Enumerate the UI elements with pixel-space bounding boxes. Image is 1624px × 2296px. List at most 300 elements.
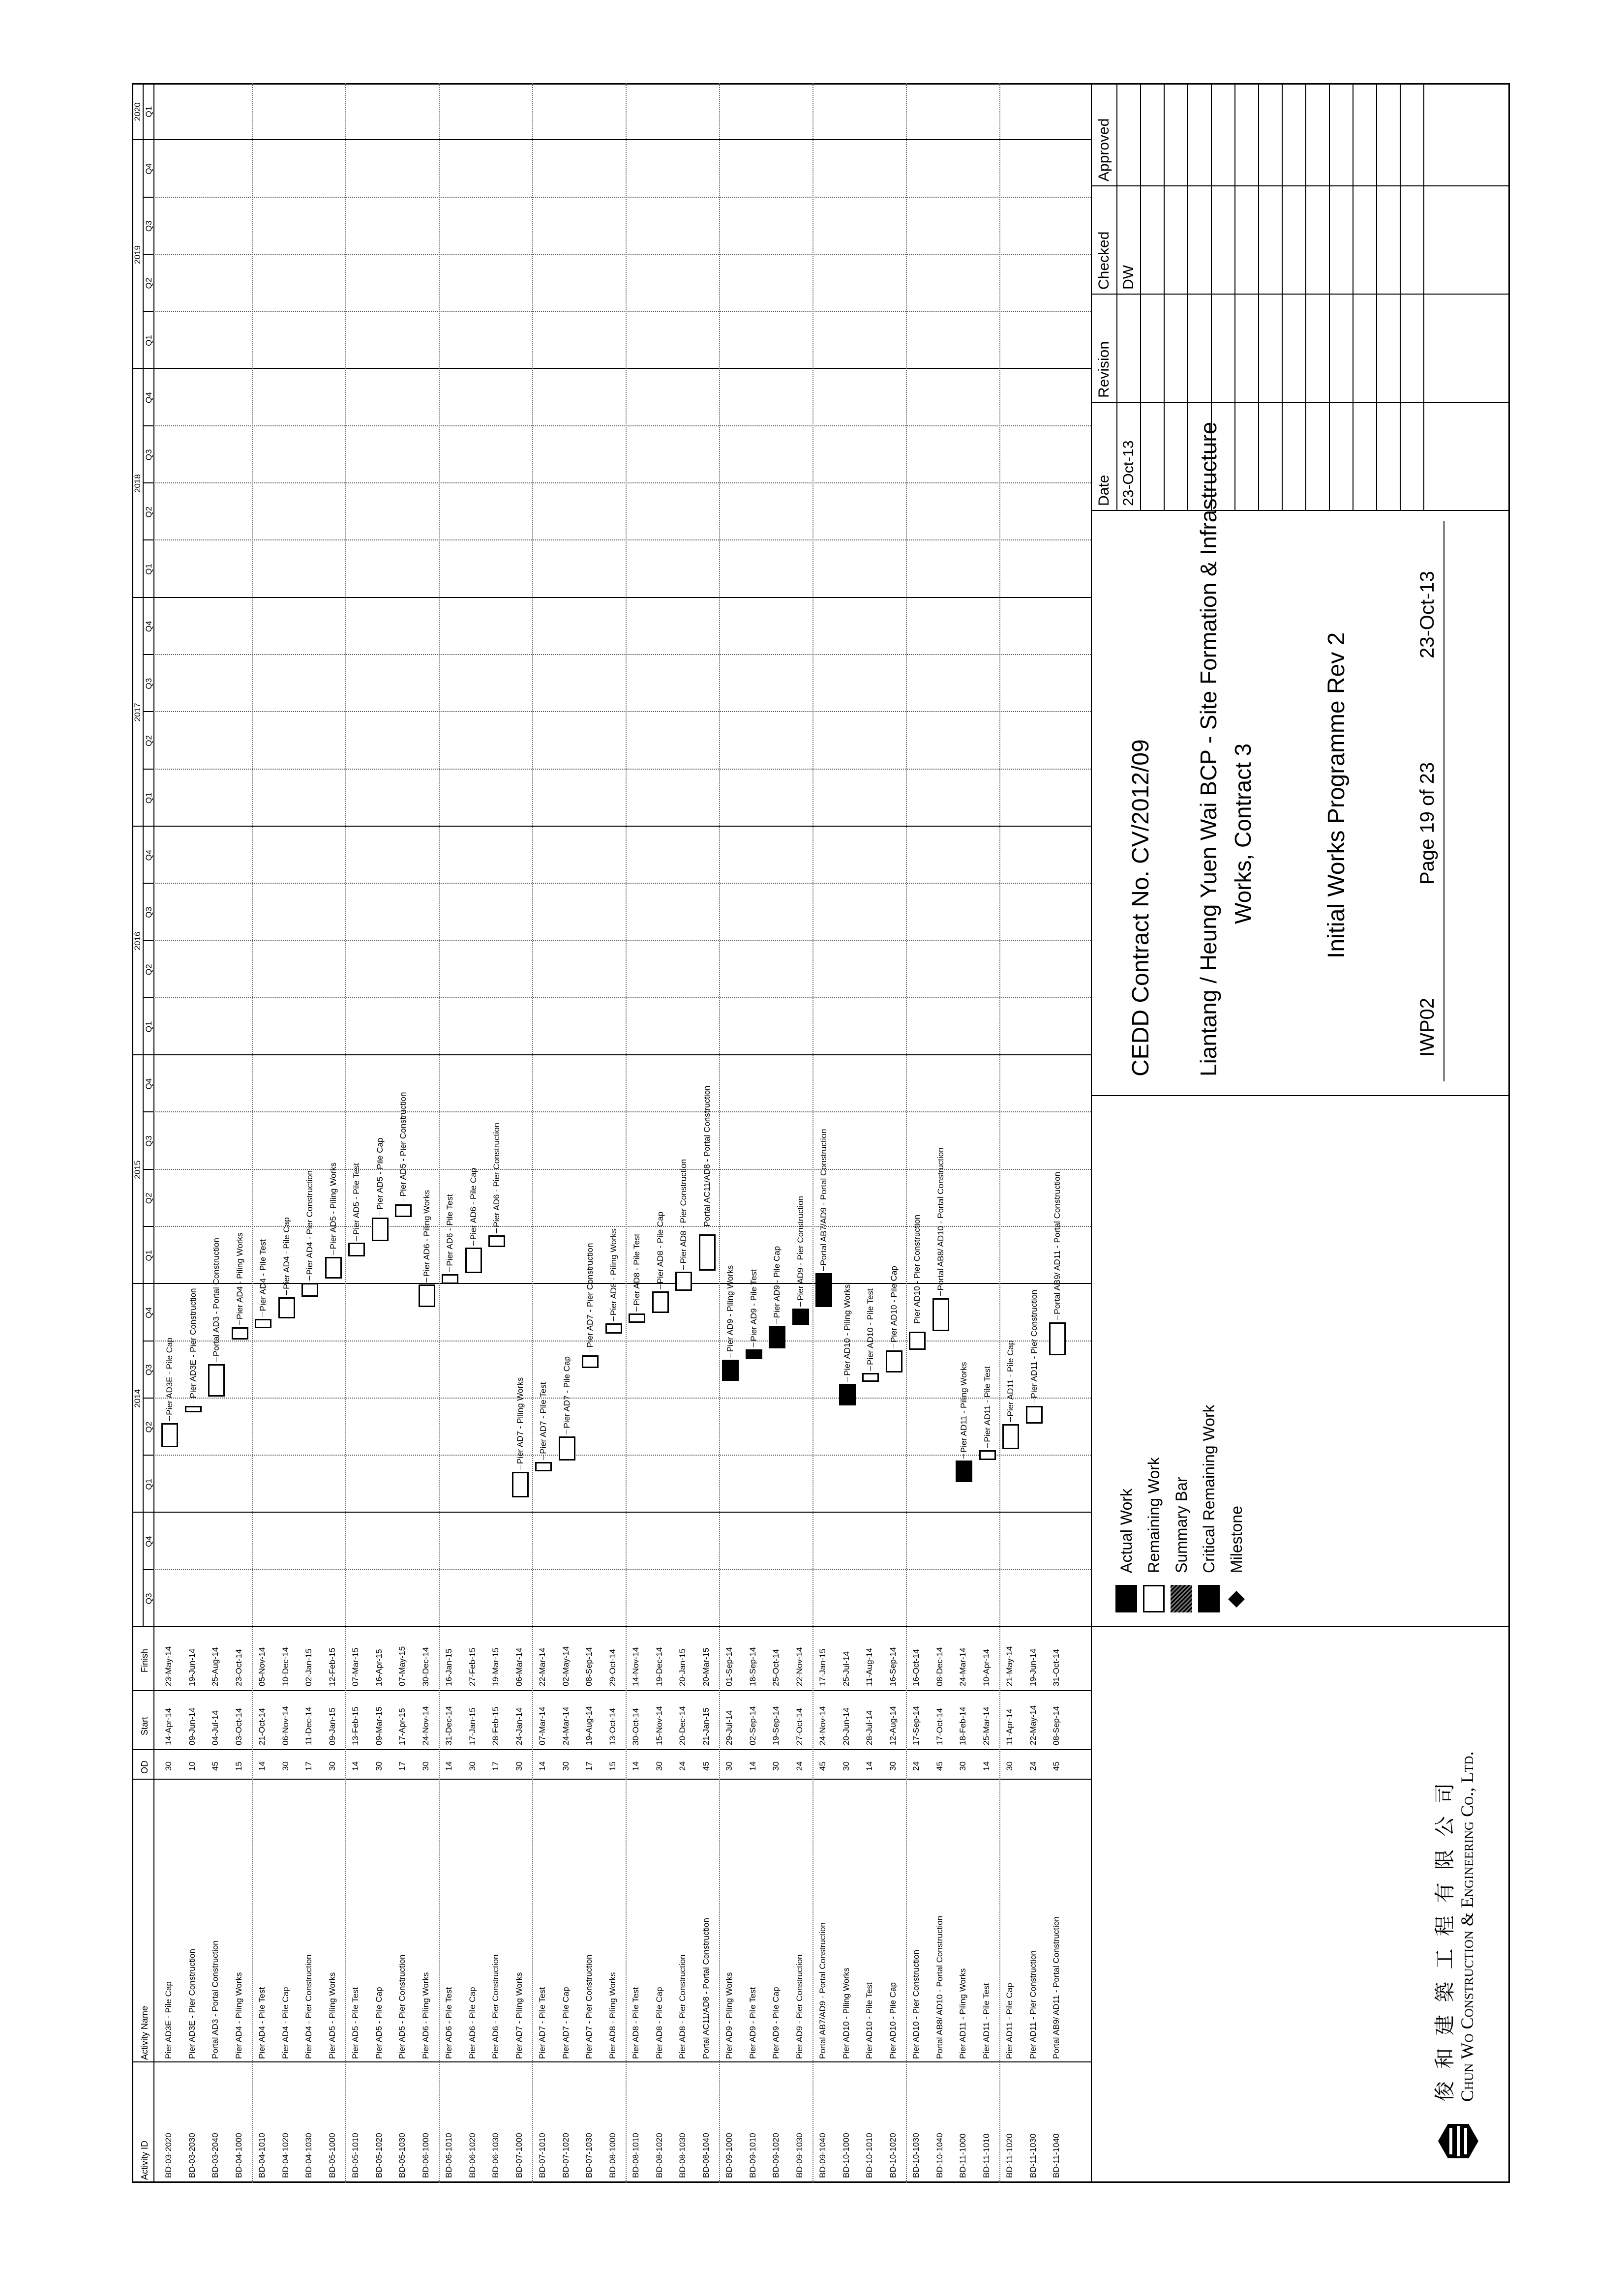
activity-name: Pier AD5 - Pile Cap	[374, 1987, 384, 2059]
project-title-line1: Liantang / Heung Yuen Wai BCP - Site Formation & Infrastructure	[1196, 421, 1221, 1076]
year-tick	[132, 826, 143, 827]
legend-swatch-summary	[1171, 1585, 1192, 1612]
year-gridline	[153, 1054, 1091, 1055]
activity-id: BD-03-2040	[211, 2133, 220, 2178]
activity-id: BD-09-1000	[724, 2133, 734, 2178]
quarter-label: Q3	[144, 1593, 153, 1605]
gantt-bar	[1026, 1406, 1043, 1424]
activity-finish: 31-Oct-14	[1052, 1649, 1061, 1686]
gantt-bar-label: Pier AD3E - Pile Cap	[165, 1338, 174, 1415]
project-title-line2: Works, Contract 3	[1230, 743, 1256, 924]
activity-name: Pier AD8 - Piling Works	[607, 1972, 617, 2059]
activity-finish: 19-Jun-14	[1028, 1648, 1038, 1686]
activity-finish: 22-Nov-14	[794, 1647, 804, 1686]
activity-od: 24	[794, 1761, 804, 1771]
quarter-label: Q1	[144, 106, 153, 118]
gantt-bar-label: Pier AD9 - Piling Works	[725, 1265, 735, 1352]
activity-od: 17	[397, 1761, 407, 1771]
activity-name: Pier AD8 - Pier Construction	[678, 1954, 687, 2059]
quarter-tick	[143, 883, 153, 884]
quarter-tick	[143, 1569, 153, 1570]
activity-finish: 19-Dec-14	[654, 1647, 664, 1686]
activity-od: 30	[280, 1761, 290, 1771]
drawing-ref: IWP02	[1416, 997, 1438, 1057]
activity-finish: 10-Apr-14	[981, 1649, 991, 1686]
activity-id: BD-05-1000	[327, 2133, 337, 2178]
quarter-label: Q1	[144, 1250, 153, 1261]
quarter-label: Q2	[144, 1421, 153, 1433]
activity-od: 45	[934, 1761, 944, 1771]
activity-name: Portal AB8/ AD10 - Portal Construction	[934, 1915, 944, 2059]
activity-finish: 23-May-14	[164, 1646, 173, 1686]
activity-name: Pier AD4 - Pier Construction	[304, 1954, 313, 2059]
quarter-gridline	[153, 1341, 1091, 1342]
activity-name: Pier AD9 - Pile Test	[748, 1987, 757, 2059]
activity-id: BD-07-1020	[561, 2133, 571, 2178]
company-name-english: Chun Wo Construction & Engineering Co., Ltd.	[1457, 1751, 1477, 2102]
activity-od: 45	[701, 1761, 711, 1771]
gantt-bar	[559, 1436, 575, 1461]
gantt-bar-label: Pier AD8 - Pile Test	[632, 1233, 641, 1306]
activity-od: 45	[818, 1761, 827, 1771]
gantt-bar	[372, 1218, 389, 1241]
gantt-bar-label: Pier AD10 - Piling Works	[842, 1284, 852, 1376]
gantt-bar	[301, 1283, 318, 1297]
quarter-tick	[143, 139, 153, 140]
gantt-bar-label: Pier AD7 - Piling Works	[515, 1377, 525, 1464]
activity-name: Portal AC11/AD8 - Portal Construction	[701, 1918, 711, 2059]
activity-od: 30	[327, 1761, 337, 1771]
header-finish: Finish	[140, 1648, 150, 1672]
row-separator	[439, 83, 440, 2183]
activity-start: 17-Oct-14	[934, 1708, 944, 1745]
gantt-bar-label: Pier AD5 - Pile Cap	[375, 1137, 385, 1210]
activity-id: BD-07-1030	[584, 2133, 594, 2178]
activity-start: 27-Oct-14	[794, 1708, 804, 1745]
gantt-bar	[699, 1234, 716, 1271]
rev-row-line	[1234, 83, 1235, 511]
activity-start: 21-Jan-15	[701, 1707, 711, 1745]
activity-id: BD-03-2020	[164, 2133, 173, 2178]
gantt-bar	[769, 1326, 785, 1348]
activity-od: 14	[538, 1761, 547, 1771]
activity-od: 24	[678, 1761, 687, 1771]
activity-od: 14	[631, 1761, 640, 1771]
quarter-label: Q2	[144, 1193, 153, 1204]
gantt-bar-label: Pier AD11 - Pier Construction	[1029, 1289, 1039, 1399]
activity-od: 30	[374, 1761, 384, 1771]
activity-finish: 08-Dec-14	[934, 1647, 944, 1686]
row-separator	[999, 83, 1000, 2183]
rev-row-line	[1211, 83, 1212, 511]
activity-start: 28-Feb-15	[491, 1706, 500, 1745]
quarter-gridline	[153, 1569, 1091, 1570]
gantt-bar	[675, 1272, 692, 1291]
gantt-bar-label: Pier AD7 - Pile Cap	[562, 1356, 571, 1429]
quarter-tick	[143, 1283, 153, 1284]
activity-start: 22-May-14	[1028, 1705, 1038, 1745]
activity-od: 10	[187, 1761, 197, 1771]
activity-id: BD-06-1000	[421, 2133, 430, 2178]
gantt-bar	[325, 1257, 342, 1278]
activity-id: BD-08-1040	[701, 2133, 711, 2178]
activity-finish: 01-Sep-14	[724, 1647, 734, 1686]
activity-od: 14	[351, 1761, 360, 1771]
quarter-label: Q3	[144, 449, 153, 461]
activity-start: 07-Mar-14	[538, 1706, 547, 1745]
gantt-bar-label: Portal AC11/AD8 - Portal Construction	[702, 1085, 712, 1227]
activity-finish: 23-Oct-14	[234, 1649, 243, 1686]
activity-od: 45	[211, 1761, 220, 1771]
activity-id: BD-04-1000	[234, 2133, 243, 2178]
gantt-bar-label: Pier AD5 - Pile Test	[352, 1163, 361, 1235]
activity-id: BD-10-1020	[888, 2133, 898, 2178]
activity-finish: 17-Jan-15	[818, 1648, 827, 1686]
rev-row-line	[1140, 83, 1141, 511]
activity-name: Pier AD7 - Pier Construction	[584, 1954, 594, 2059]
year-gridline	[153, 597, 1091, 598]
rev-col-line	[1091, 402, 1510, 403]
activity-finish: 16-Apr-15	[374, 1649, 384, 1686]
bottom-divider-1	[1091, 1626, 1510, 1627]
quarter-label: Q1	[144, 1021, 153, 1033]
activity-od: 30	[514, 1761, 524, 1771]
activity-start: 20-Jun-14	[841, 1707, 851, 1745]
year-tick	[132, 1512, 143, 1513]
activity-od: 17	[584, 1761, 594, 1771]
activity-finish: 29-Oct-14	[607, 1649, 617, 1686]
row-separator	[626, 83, 627, 2183]
activity-finish: 10-Dec-14	[280, 1647, 290, 1686]
activity-start: 19-Sep-14	[771, 1706, 781, 1745]
legend-label: Milestone	[1228, 1506, 1245, 1573]
activity-start: 25-Mar-14	[981, 1706, 991, 1745]
activity-name: Pier AD4 - Pile Test	[257, 1987, 267, 2059]
rev-col-line	[1091, 294, 1510, 295]
issue-date: 23-Oct-13	[1416, 571, 1438, 658]
quarter-label: Q4	[144, 163, 153, 175]
header-activity-id: Activity ID	[140, 2140, 150, 2180]
activity-name: Pier AD7 - Piling Works	[514, 1972, 524, 2059]
activity-id: BD-10-1040	[934, 2133, 944, 2178]
activity-name: Pier AD9 - Pier Construction	[794, 1954, 804, 2059]
quarter-label: Q4	[144, 1078, 153, 1090]
gantt-bar-label: Portal AB7/AD9 - Portal Construction	[819, 1129, 828, 1266]
year-tick	[132, 1054, 143, 1055]
gantt-bar	[815, 1273, 832, 1307]
activity-name: Pier AD10 - Piling Works	[841, 1968, 851, 2059]
year-tick	[132, 139, 143, 140]
gantt-bar	[746, 1349, 762, 1359]
header-od: OD	[140, 1760, 150, 1774]
rev-cell: DW	[1120, 265, 1137, 290]
programme-title: Initial Works Programme Rev 2	[1323, 632, 1350, 958]
activity-name: Pier AD11 - Pile Test	[981, 1983, 991, 2059]
activity-id: BD-09-1030	[794, 2133, 804, 2178]
rev-col-line	[1091, 185, 1510, 186]
activity-id: BD-05-1010	[351, 2133, 360, 2178]
activity-od: 14	[981, 1761, 991, 1771]
gantt-bar	[512, 1472, 529, 1497]
quarter-tick	[143, 254, 153, 255]
year-gridline	[153, 826, 1091, 827]
quarter-label: Q1	[144, 792, 153, 804]
legend-label: Critical Remaining Work	[1200, 1404, 1218, 1573]
activity-finish: 08-Sep-14	[584, 1647, 594, 1686]
legend-swatch-remaining	[1143, 1585, 1165, 1612]
activity-finish: 02-May-14	[561, 1646, 571, 1686]
activity-finish: 16-Oct-14	[911, 1649, 921, 1686]
activity-od: 17	[491, 1761, 500, 1771]
year-tick	[132, 368, 143, 369]
gantt-bar-label: Pier AD7 - Pile Test	[539, 1382, 548, 1454]
gantt-bar	[792, 1309, 809, 1325]
quarter-gridline	[153, 1398, 1091, 1399]
quarter-label: Q3	[144, 1135, 153, 1147]
quarter-label: Q2	[144, 735, 153, 746]
activity-name: Pier AD11 - Pier Construction	[1028, 1950, 1038, 2059]
activity-id: BD-04-1020	[280, 2133, 290, 2178]
activity-finish: 24-Mar-14	[958, 1647, 967, 1686]
activity-name: Portal AD3 - Portal Construction	[211, 1940, 220, 2059]
quarter-gridline	[153, 197, 1091, 198]
activity-id: BD-05-1030	[397, 2133, 407, 2178]
gantt-bar	[932, 1298, 949, 1331]
quarter-tick	[143, 1512, 153, 1513]
quarter-gridline	[153, 883, 1091, 884]
quarter-gridline	[153, 997, 1091, 998]
activity-id: BD-08-1030	[678, 2133, 687, 2178]
gantt-bar-label: Pier AD4 - Pile Test	[258, 1239, 268, 1312]
activity-finish: 25-Oct-14	[771, 1649, 781, 1686]
header-activity-name: Activity Name	[140, 2005, 150, 2060]
quarter-gridline	[153, 1455, 1091, 1456]
year-label: 2019	[133, 245, 142, 264]
quarter-gridline	[153, 769, 1091, 770]
activity-id: BD-04-1010	[257, 2133, 267, 2178]
quarter-label: Q1	[144, 335, 153, 346]
activity-od: 30	[841, 1761, 851, 1771]
activity-finish: 18-Sep-14	[748, 1647, 757, 1686]
activity-start: 19-Aug-14	[584, 1706, 594, 1745]
quarter-tick	[143, 1341, 153, 1342]
gantt-bar-label: Pier AD6 - Pier Construction	[492, 1123, 501, 1227]
activity-id: BD-03-2030	[187, 2133, 197, 2178]
gantt-bar	[161, 1423, 178, 1448]
quarter-label: Q2	[144, 277, 153, 289]
activity-start: 11-Dec-14	[304, 1706, 313, 1745]
quarter-tick	[143, 711, 153, 712]
col-divider-timeline	[132, 1626, 1091, 1627]
gantt-bar-label: Pier AD9 - Pier Construction	[795, 1196, 805, 1301]
gantt-bar-label: Pier AD5 - Pier Construction	[398, 1092, 408, 1197]
activity-finish: 27-Feb-15	[467, 1647, 477, 1686]
activity-name: Pier AD6 - Pier Construction	[491, 1954, 500, 2059]
gantt-bar-label: Pier AD4 - Piling Works	[235, 1232, 244, 1319]
activity-finish: 20-Jan-15	[678, 1648, 687, 1686]
gantt-bar-label: Pier AD10 - Pier Construction	[912, 1214, 922, 1324]
activity-name: Pier AD10 - Pier Construction	[911, 1949, 921, 2059]
quarter-label: Q4	[144, 849, 153, 861]
gantt-bar-label: Pier AD11 - Pile Test	[982, 1366, 992, 1442]
gantt-bar	[278, 1297, 295, 1318]
contract-number: CEDD Contract No. CV/2012/09	[1128, 739, 1154, 1076]
activity-name: Pier AD3E - Pier Construction	[187, 1949, 197, 2059]
gantt-bar-label: Portal AB9/ AD11 - Portal Construction	[1053, 1171, 1062, 1314]
year-label: 2017	[133, 703, 142, 722]
activity-start: 13-Oct-14	[607, 1708, 617, 1745]
activity-od: 30	[771, 1761, 781, 1771]
quarter-gridline	[153, 940, 1091, 941]
gantt-bar	[232, 1327, 248, 1340]
rev-row-line	[1164, 83, 1165, 511]
gantt-bar	[1002, 1424, 1019, 1449]
gantt-bar	[185, 1406, 202, 1412]
year-label: 2016	[133, 931, 142, 951]
activity-finish: 25-Jul-14	[841, 1651, 851, 1686]
row-separator	[252, 83, 253, 2183]
activity-start: 09-Jun-14	[187, 1707, 197, 1745]
page-number: Page 19 of 23	[1416, 762, 1438, 885]
activity-finish: 19-Jun-14	[187, 1648, 197, 1686]
gantt-bar-label: Pier AD7 - Pier Construction	[585, 1243, 595, 1348]
activity-name: Pier AD6 - Piling Works	[421, 1972, 430, 2059]
gantt-bar-label: Pier AD6 - Piling Works	[421, 1190, 431, 1277]
activity-name: Pier AD8 - Pile Test	[631, 1987, 640, 2059]
row-separator	[345, 83, 346, 2183]
rev-header: Date	[1096, 475, 1112, 506]
activity-start: 31-Dec-14	[444, 1706, 453, 1745]
quarter-gridline	[153, 539, 1091, 540]
activity-finish: 22-Mar-14	[538, 1647, 547, 1686]
activity-name: Pier AD11 - Pile Cap	[1005, 1983, 1014, 2059]
rev-row-line	[1187, 83, 1188, 511]
header-start: Start	[140, 1716, 150, 1735]
activity-name: Pier AD7 - Pile Cap	[561, 1987, 571, 2059]
gantt-bar	[839, 1384, 856, 1406]
activity-start: 17-Apr-15	[397, 1708, 407, 1745]
gantt-bar	[442, 1274, 458, 1284]
gantt-bar-label: Pier AD10 - Pile Test	[866, 1288, 875, 1365]
activity-id: BD-08-1000	[607, 2133, 617, 2178]
activity-od: 30	[1005, 1761, 1014, 1771]
year-label: 2018	[133, 474, 142, 493]
quarter-label: Q4	[144, 621, 153, 632]
quarter-tick	[143, 425, 153, 426]
quarter-tick	[143, 997, 153, 998]
activity-id: BD-10-1010	[865, 2133, 874, 2178]
activity-name: Portal AB9/ AD11 - Portal Construction	[1052, 1916, 1061, 2059]
quarter-tick	[143, 597, 153, 598]
gantt-bar-label: Pier AD6 - Pile Cap	[468, 1167, 478, 1240]
gantt-bar-label: Pier AD4 - Pile Cap	[281, 1217, 291, 1289]
gantt-bar-label: Pier AD10 - Pile Cap	[889, 1266, 899, 1343]
activity-name: Pier AD8 - Pile Cap	[654, 1987, 664, 2059]
activity-id: BD-06-1020	[467, 2133, 477, 2178]
activity-name: Pier AD4 - Pile Cap	[280, 1987, 290, 2059]
activity-start: 17-Jan-15	[467, 1707, 477, 1745]
activity-od: 14	[748, 1761, 757, 1771]
quarter-tick	[143, 311, 153, 312]
quarter-tick	[143, 1455, 153, 1456]
gantt-bar	[1049, 1322, 1066, 1356]
activity-od: 24	[911, 1761, 921, 1771]
quarter-tick	[143, 482, 153, 483]
activity-start: 18-Feb-14	[958, 1706, 967, 1745]
activity-start: 12-Aug-14	[888, 1706, 898, 1745]
activity-start: 09-Jan-15	[327, 1707, 337, 1745]
activity-od: 14	[257, 1761, 267, 1771]
legend-swatch-actual	[1115, 1585, 1137, 1612]
gantt-bar	[488, 1235, 505, 1247]
activity-od: 14	[444, 1761, 453, 1771]
activity-od: 30	[421, 1761, 430, 1771]
activity-name: Pier AD3E - Pile Cap	[164, 1981, 173, 2059]
rev-row-line	[1282, 83, 1283, 511]
gantt-bar	[395, 1204, 412, 1217]
quarter-label: Q4	[144, 392, 153, 403]
activity-id: BD-07-1000	[514, 2133, 524, 2178]
activity-start: 02-Sep-14	[748, 1706, 757, 1745]
col-divider-start	[132, 1749, 1091, 1750]
quarter-tick	[143, 539, 153, 540]
activity-start: 20-Dec-14	[678, 1706, 687, 1745]
rev-row-line	[1376, 83, 1377, 511]
year-label: 2015	[133, 1160, 142, 1179]
gantt-bar-label: Pier AD8 - Pile Cap	[655, 1211, 665, 1284]
quarter-gridline	[153, 482, 1091, 483]
gantt-bar	[535, 1462, 552, 1471]
row-separator	[719, 83, 720, 2183]
activity-od: 45	[1052, 1761, 1061, 1771]
activity-finish: 25-Aug-14	[211, 1647, 220, 1686]
company-name-chinese: 俊 和 建 築 工 程 有 限 公 司	[1433, 1780, 1457, 2102]
activity-start: 29-Jul-14	[724, 1710, 734, 1745]
activity-id: BD-11-1040	[1052, 2133, 1061, 2178]
activity-finish: 16-Jan-15	[444, 1648, 453, 1686]
activity-start: 08-Sep-14	[1052, 1706, 1061, 1745]
activity-od: 30	[654, 1761, 664, 1771]
gantt-bar-label: Pier AD9 - Pile Test	[749, 1269, 758, 1342]
activity-start: 11-Apr-14	[1005, 1708, 1014, 1745]
gantt-bar-label: Pier AD8 - Piling Works	[608, 1228, 618, 1316]
activity-finish: 30-Dec-14	[421, 1647, 430, 1686]
quarter-label: Q2	[144, 506, 153, 518]
gantt-bar	[348, 1243, 365, 1256]
table-bottom-line	[1091, 83, 1092, 2183]
rev-header: Revision	[1096, 341, 1112, 398]
legend-swatch-critical	[1198, 1585, 1220, 1612]
activity-name: Pier AD6 - Pile Test	[444, 1987, 453, 2059]
activity-start: 04-Jul-14	[211, 1710, 220, 1745]
activity-name: Pier AD7 - Pile Test	[538, 1987, 547, 2059]
legend-label: Remaining Work	[1145, 1457, 1163, 1573]
year-tick	[132, 597, 143, 598]
quarter-label: Q1	[144, 1478, 153, 1490]
activity-od: 17	[304, 1761, 313, 1771]
year-label: 2014	[133, 1389, 142, 1408]
activity-start: 13-Feb-15	[351, 1706, 360, 1745]
activity-finish: 05-Nov-14	[257, 1647, 267, 1686]
rev-row-line	[1423, 83, 1424, 511]
bottom-divider-3	[1091, 510, 1510, 511]
company-logo-icon	[1436, 2119, 1480, 2163]
activity-name: Portal AB7/AD9 - Portal Construction	[818, 1922, 827, 2059]
activity-id: BD-10-1030	[911, 2133, 921, 2178]
activity-start: 30-Oct-14	[631, 1708, 640, 1745]
activity-start: 03-Oct-14	[234, 1708, 243, 1745]
gantt-bar-label: Pier AD3E - Pier Construction	[188, 1288, 198, 1399]
